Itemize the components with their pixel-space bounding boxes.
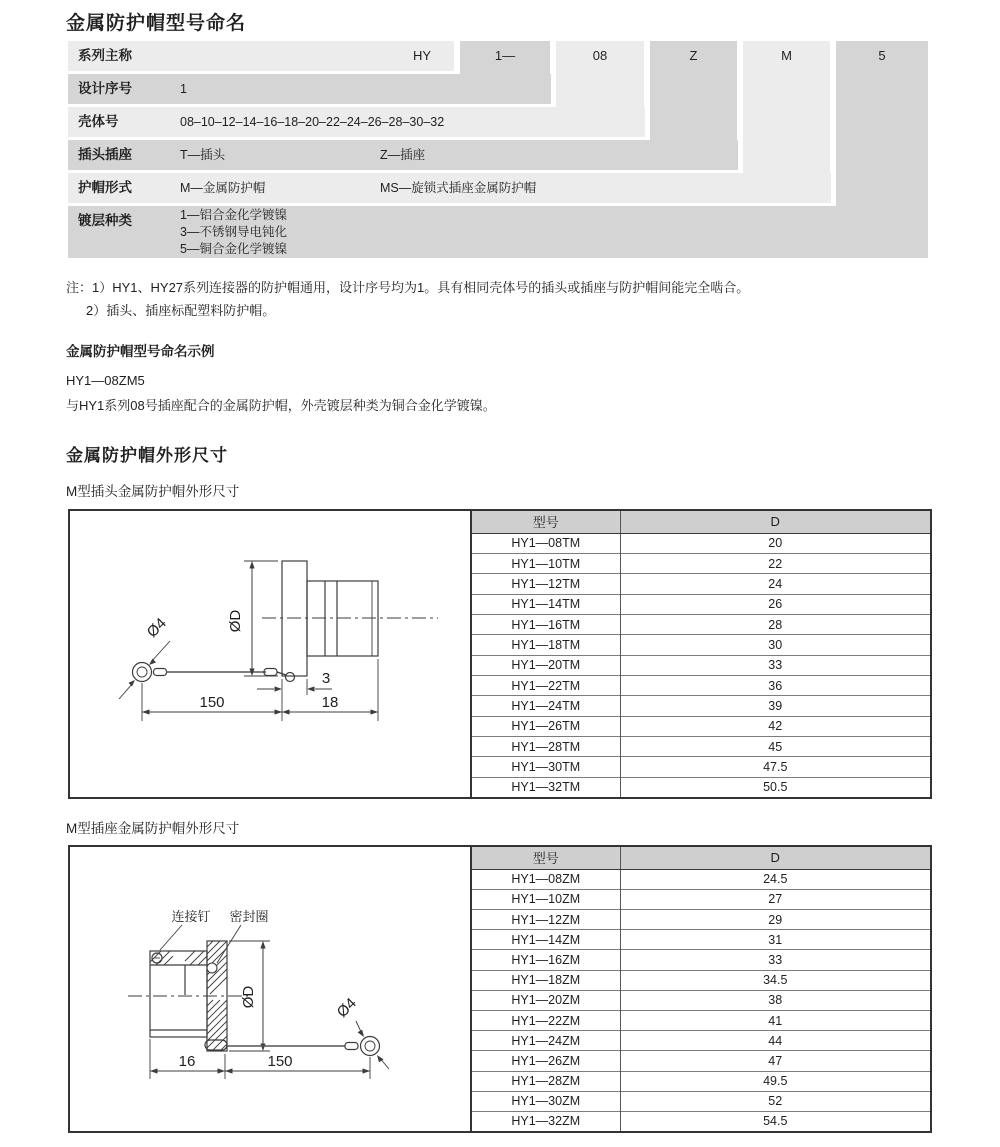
shell-no-values: 08–10–12–14–16–18–20–22–24–26–28–30–32	[180, 115, 445, 129]
code-cell-form: M	[781, 48, 792, 63]
table-cell: HY1—16ZM	[472, 950, 620, 970]
table-row	[472, 1111, 930, 1131]
column-header-d: D	[620, 511, 930, 533]
plug-subheading: M型插头金属防护帽外形尺寸	[66, 484, 240, 499]
table-cell: 49.5	[620, 1071, 930, 1091]
diameter-label: ØD	[227, 609, 244, 633]
table-cell: HY1—10TM	[472, 553, 620, 573]
dim-diameter-d	[227, 561, 278, 676]
table-header-row	[472, 847, 930, 869]
table-cell: HY1—20ZM	[472, 990, 620, 1010]
note-line-2: 2）插头、插座标配塑料防护帽。	[86, 303, 276, 318]
dim-18	[282, 659, 378, 721]
table-cell: HY1—26TM	[472, 716, 620, 736]
example-heading: 金属防护帽型号命名示例	[66, 344, 215, 359]
ring-diameter-label: Ø4	[143, 614, 170, 641]
table-row	[472, 716, 930, 736]
table-cell: HY1—30TM	[472, 757, 620, 777]
code-column-strip	[836, 41, 928, 258]
example-description: 与HY1系列08号插座配合的金属防护帽，外壳镀层种类为铜合金化学镀镍。	[66, 398, 496, 413]
cap-form-m: M—金属防护帽	[180, 181, 266, 195]
table-cell: HY1—14ZM	[472, 930, 620, 950]
table-cell: HY1—08ZM	[472, 869, 620, 889]
table-row	[472, 930, 930, 950]
diameter-label: ØD	[240, 985, 257, 1009]
table-cell: HY1—16TM	[472, 614, 620, 634]
row-label-design-no: 设计序号	[78, 81, 132, 96]
table-cell: HY1—28TM	[472, 737, 620, 757]
row-label-plug-socket: 插头插座	[78, 147, 132, 162]
table-row	[472, 574, 930, 594]
table-cell: 24.5	[620, 869, 930, 889]
table-row	[472, 889, 930, 909]
table-row	[472, 970, 930, 990]
plug-figure-box	[68, 509, 932, 799]
table-cell: 22	[620, 553, 930, 573]
seal-ring-section	[207, 963, 217, 973]
row-label-shell-no: 壳体号	[78, 114, 119, 129]
dim-ring-diameter	[334, 995, 389, 1069]
dim-150-label: 150	[199, 694, 225, 711]
table-row	[472, 594, 930, 614]
pin-label: 连接钉	[171, 909, 211, 924]
table-cell: HY1—22TM	[472, 676, 620, 696]
table-row	[472, 869, 930, 889]
dimensions-heading: 金属防护帽外形尺寸	[66, 446, 228, 465]
table-row	[472, 990, 930, 1010]
table-cell: 20	[620, 533, 930, 553]
table-row	[472, 614, 930, 634]
dim-3	[257, 670, 332, 695]
table-cell: HY1—14TM	[472, 594, 620, 614]
table-row	[472, 1010, 930, 1030]
table-cell: HY1—24ZM	[472, 1031, 620, 1051]
dim-18-label: 18	[321, 694, 339, 711]
cap-form-ms: MS—旋锁式插座金属防护帽	[380, 181, 537, 195]
plug-code: T—插头	[180, 148, 226, 162]
design-no-value: 1	[180, 82, 187, 96]
table-cell: 50.5	[620, 777, 930, 797]
table-cell: 30	[620, 635, 930, 655]
table-cell: HY1—20TM	[472, 655, 620, 675]
table-row	[472, 777, 930, 797]
table-cell: 47.5	[620, 757, 930, 777]
dim-150	[142, 679, 282, 721]
table-row	[472, 676, 930, 696]
plug-dim-table-wrap	[470, 511, 930, 797]
notes	[66, 276, 946, 322]
table-cell: 44	[620, 1031, 930, 1051]
table-cell: HY1—12ZM	[472, 909, 620, 929]
row-label-series: 系列主称	[78, 48, 132, 63]
table-cell: 36	[620, 676, 930, 696]
code-cell-plating: 5	[878, 48, 886, 63]
code-cell-hy: HY	[412, 48, 432, 63]
table-cell: 24	[620, 574, 930, 594]
dim-16	[150, 1039, 225, 1079]
page-title: 金属防护帽型号命名	[66, 13, 247, 34]
plating-option-5: 5—铜合金化学镀镍	[180, 242, 287, 256]
table-cell: HY1—22ZM	[472, 1010, 620, 1030]
socket-figure-box	[68, 845, 932, 1133]
table-row	[472, 1051, 930, 1071]
column-header-d: D	[620, 847, 930, 869]
table-cell: 31	[620, 930, 930, 950]
table-row	[472, 909, 930, 929]
table-cell: 45	[620, 737, 930, 757]
table-cell: HY1—32TM	[472, 777, 620, 797]
plating-option-1: 1—铝合金化学镀镍	[180, 208, 287, 222]
table-row	[472, 950, 930, 970]
table-cell: HY1—32ZM	[472, 1111, 620, 1131]
table-cell: HY1—10ZM	[472, 889, 620, 909]
pin-callout	[160, 909, 211, 950]
table-cell: HY1—12TM	[472, 574, 620, 594]
socket-code: Z—插座	[380, 148, 426, 162]
table-row	[472, 1071, 930, 1091]
table-cell: 42	[620, 716, 930, 736]
dim-16-label: 16	[178, 1053, 196, 1070]
table-cell: 39	[620, 696, 930, 716]
table-cell: 41	[620, 1010, 930, 1030]
code-cell-design: 1—	[494, 48, 516, 63]
table-cell: HY1—18ZM	[472, 970, 620, 990]
table-header-row	[472, 511, 930, 533]
table-row	[472, 737, 930, 757]
plug-dim-table	[472, 511, 930, 797]
dim-ring-diameter	[119, 615, 170, 699]
table-row	[472, 1091, 930, 1111]
table-cell: HY1—24TM	[472, 696, 620, 716]
example-code: HY1—08ZM5	[66, 373, 145, 388]
row-label-plating: 镀层种类	[78, 213, 132, 228]
table-cell: 38	[620, 990, 930, 1010]
table-cell: 28	[620, 614, 930, 634]
table-cell: 33	[620, 950, 930, 970]
table-cell: HY1—30ZM	[472, 1091, 620, 1111]
lanyard	[133, 663, 295, 682]
table-row	[472, 757, 930, 777]
column-header-model: 型号	[472, 511, 620, 533]
plug-cap-outline	[282, 561, 378, 676]
dim-150	[225, 1053, 370, 1079]
table-cell: HY1—26ZM	[472, 1051, 620, 1071]
table-row	[472, 696, 930, 716]
socket-drawing	[70, 847, 470, 1131]
code-cell-socket: Z	[689, 48, 698, 63]
seal-label: 密封圈	[229, 909, 269, 924]
table-row	[472, 553, 930, 573]
table-cell: 33	[620, 655, 930, 675]
table-row	[472, 635, 930, 655]
table-cell: 34.5	[620, 970, 930, 990]
table-cell: HY1—18TM	[472, 635, 620, 655]
plating-option-3: 3—不锈钢导电钝化	[180, 225, 287, 239]
dim-150-label: 150	[267, 1053, 293, 1070]
table-cell: 26	[620, 594, 930, 614]
table-row	[472, 1031, 930, 1051]
table-row	[472, 533, 930, 553]
socket-dim-table-wrap	[470, 847, 930, 1131]
dim-3-label: 3	[321, 670, 331, 687]
table-cell: 47	[620, 1051, 930, 1071]
socket-subheading: M型插座金属防护帽外形尺寸	[66, 821, 240, 836]
row-label-cap-form: 护帽形式	[78, 180, 132, 195]
table-cell: 54.5	[620, 1111, 930, 1131]
table-cell: HY1—08TM	[472, 533, 620, 553]
seal-callout	[217, 909, 269, 963]
socket-dim-table	[472, 847, 930, 1131]
ring-diameter-label: Ø4	[333, 994, 360, 1021]
naming-table	[68, 41, 928, 258]
plug-drawing	[70, 511, 470, 797]
table-cell: 27	[620, 889, 930, 909]
column-header-model: 型号	[472, 847, 620, 869]
table-cell: 52	[620, 1091, 930, 1111]
code-cell-shell: 08	[592, 48, 608, 63]
table-row	[472, 655, 930, 675]
note-line-1: 注：1）HY1、HY27系列连接器的防护帽通用，设计序号均为1。具有相同壳体号的插头或插座与防护帽间能完全啮合。	[66, 280, 750, 295]
table-cell: HY1—28ZM	[472, 1071, 620, 1091]
table-cell: 29	[620, 909, 930, 929]
